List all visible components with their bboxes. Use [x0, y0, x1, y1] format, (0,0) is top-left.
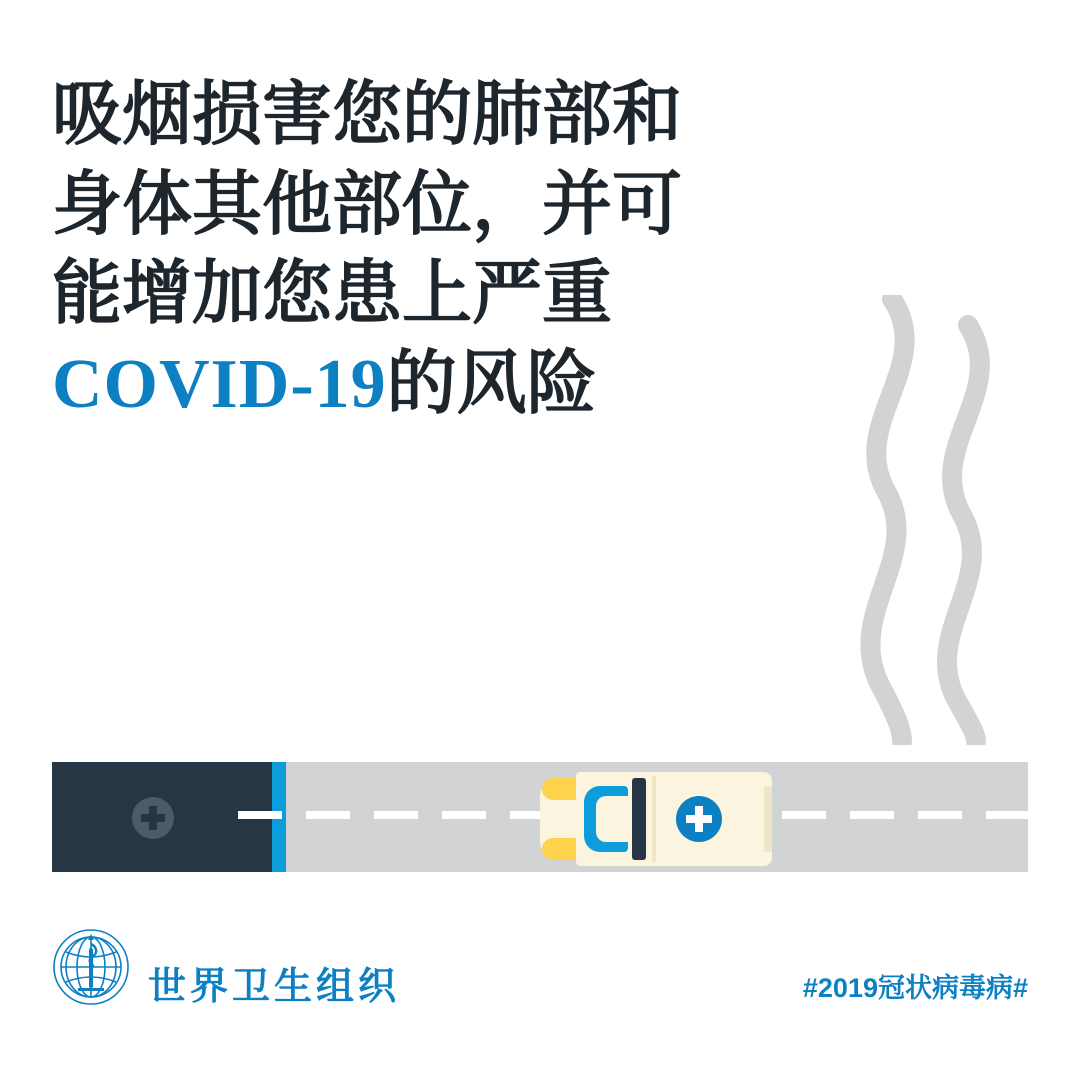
lane-dash	[306, 811, 350, 819]
headline-line-3: 能增加您患上严重	[52, 254, 612, 333]
cross-horizontal	[141, 814, 165, 822]
smoke-icon	[840, 295, 1040, 745]
hashtag-label: #2019冠状病毒病#	[802, 973, 1028, 1003]
ambulance-rear-bumper	[764, 786, 772, 852]
ambulance-cross-icon	[676, 796, 722, 842]
lane-dash	[442, 811, 486, 819]
lane-dash	[850, 811, 894, 819]
who-logo	[52, 928, 130, 1006]
headline-line-2: 身体其他部位，并可	[52, 164, 682, 243]
ambulance-roof-pillar	[632, 778, 646, 860]
lane-dash	[918, 811, 962, 819]
headline-line-1: 吸烟损害您的肺部和	[52, 75, 682, 153]
lane-dash	[782, 811, 826, 819]
ambulance-roof-stripe	[652, 776, 656, 862]
lane-dash	[374, 811, 418, 819]
who-name-label: 世界卫生组织	[148, 966, 401, 1008]
medical-cross-emblem-icon	[132, 797, 174, 839]
ambulance-windshield-inner	[596, 796, 630, 842]
covid-term: COVID-19	[52, 345, 387, 423]
headline-line-4	[52, 339, 852, 430]
lane-dash	[986, 811, 1030, 819]
ambulance-icon	[540, 772, 772, 866]
page-title	[52, 70, 852, 429]
ambulance-light-bottom-icon	[542, 838, 576, 860]
cross-horizontal	[686, 815, 712, 823]
ambulance-light-top-icon	[542, 778, 576, 800]
headline-line-4-rest: 的风险	[386, 343, 597, 422]
lane-dash	[238, 811, 282, 819]
